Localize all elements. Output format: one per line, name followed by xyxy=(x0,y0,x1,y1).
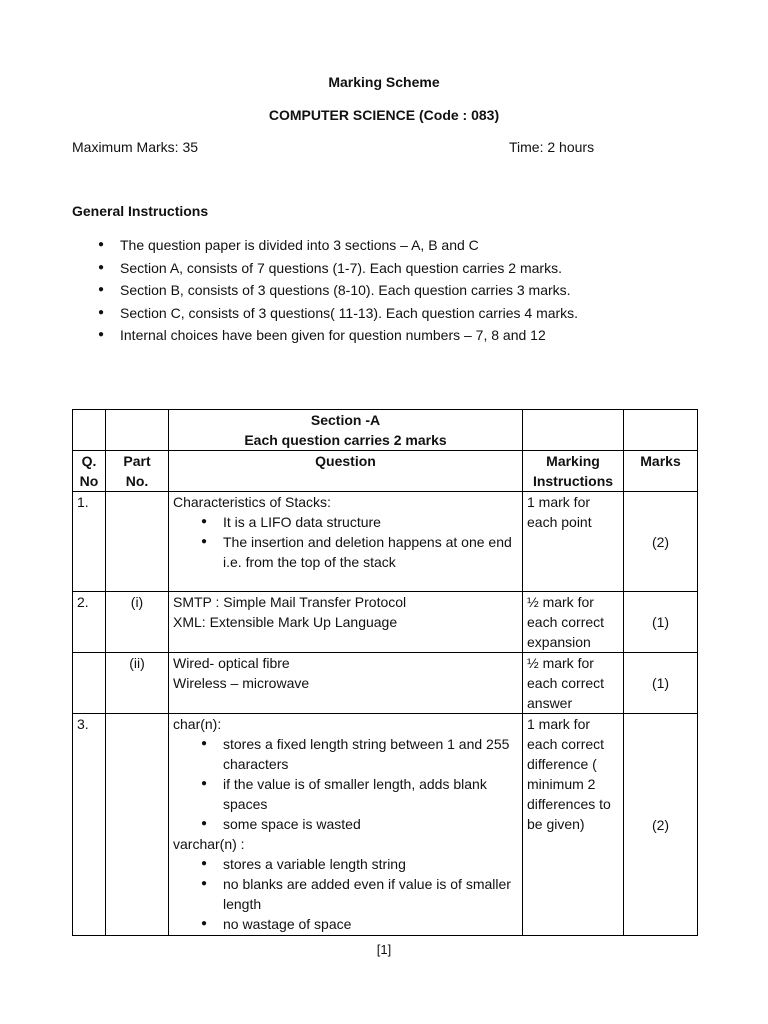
bullet-point: ● The insertion and deletion happens at one end i.e. from the top of the stack xyxy=(173,532,518,572)
table-row xyxy=(73,653,698,714)
marking-scheme-table xyxy=(72,409,698,936)
row-part xyxy=(106,714,169,936)
bullet-point: ● no wastage of space xyxy=(173,914,518,934)
row-marks: (2) xyxy=(624,714,698,936)
instructions-list xyxy=(72,234,578,347)
row-qno: 3. xyxy=(73,714,106,936)
header-qno: Q. No xyxy=(73,451,106,492)
row-question: char(n): ● stores a fixed length string between 1 and 255 characters ● if the value is of smaller length, adds blank spaces ● some space is wasted varchar(n) : ● stores a variable length string ● no blanks are added even if value is of smaller length ● no wastage of space xyxy=(169,714,523,936)
instruction-item: ● Section C, consists of 3 questions( 11-13). Each question carries 4 marks. xyxy=(72,302,578,325)
time-allowed: Time: 2 hours xyxy=(509,139,595,155)
instruction-item: ● The question paper is divided into 3 sections – A, B and C xyxy=(72,234,578,257)
row-part: (ii) xyxy=(106,653,169,714)
row-marks: (1) xyxy=(624,592,698,653)
bullet-point: ● stores a fixed length string between 1 and 255 characters xyxy=(173,734,518,774)
section-subtitle: Each question carries 2 marks xyxy=(244,432,447,448)
row-question: Characteristics of Stacks: ● It is a LIFO data structure ● The insertion and deletion happens at one end i.e. from the top of the stack xyxy=(169,492,523,592)
document-title: Marking Scheme xyxy=(328,74,440,90)
row-marks: (2) xyxy=(624,492,698,592)
section-title: Section -A xyxy=(310,412,381,428)
header-part: Part No. xyxy=(106,451,169,492)
bullet-point: ● some space is wasted xyxy=(173,814,518,834)
table-row xyxy=(73,492,698,592)
row-qno: 1. xyxy=(73,492,106,592)
row-part: (i) xyxy=(106,592,169,653)
instruction-item: ● Section A, consists of 7 questions (1-7). Each question carries 2 marks. xyxy=(72,257,578,280)
section-header-row xyxy=(73,410,698,451)
header-marking: Marking Instructions xyxy=(523,451,624,492)
row-part xyxy=(106,492,169,592)
row-marking: 1 mark for each point xyxy=(523,492,624,592)
row-qno xyxy=(73,653,106,714)
page-number: [1] xyxy=(376,942,392,957)
bullet-point: ● if the value is of smaller length, adds blank spaces xyxy=(173,774,518,814)
column-header-row xyxy=(73,451,698,492)
bullet-point: ● It is a LIFO data structure xyxy=(173,512,518,532)
instruction-item: ● Internal choices have been given for question numbers – 7, 8 and 12 xyxy=(72,324,578,347)
instructions-heading: General Instructions xyxy=(72,203,209,219)
row-question: Wired- optical fibre Wireless – microwave xyxy=(169,653,523,714)
instruction-item: ● Section B, consists of 3 questions (8-10). Each question carries 3 marks. xyxy=(72,279,578,302)
row-marks: (1) xyxy=(624,653,698,714)
row-marking: ½ mark for each correct expansion xyxy=(523,592,624,653)
row-qno: 2. xyxy=(73,592,106,653)
bullet-point: ● stores a variable length string xyxy=(173,854,518,874)
subject-title: COMPUTER SCIENCE (Code : 083) xyxy=(268,107,500,123)
table-row xyxy=(73,714,698,936)
bullet-point: ● no blanks are added even if value is of smaller length xyxy=(173,874,518,914)
header-marks: Marks xyxy=(624,451,698,492)
header-question: Question xyxy=(169,451,523,492)
row-marking: 1 mark for each correct difference ( minimum 2 differences to be given) xyxy=(523,714,624,936)
maximum-marks: Maximum Marks: 35 xyxy=(72,139,199,155)
section-heading xyxy=(169,410,523,451)
table-row xyxy=(73,592,698,653)
row-marking: ½ mark for each correct answer xyxy=(523,653,624,714)
row-question: SMTP : Simple Mail Transfer Protocol XML: Extensible Mark Up Language xyxy=(169,592,523,653)
